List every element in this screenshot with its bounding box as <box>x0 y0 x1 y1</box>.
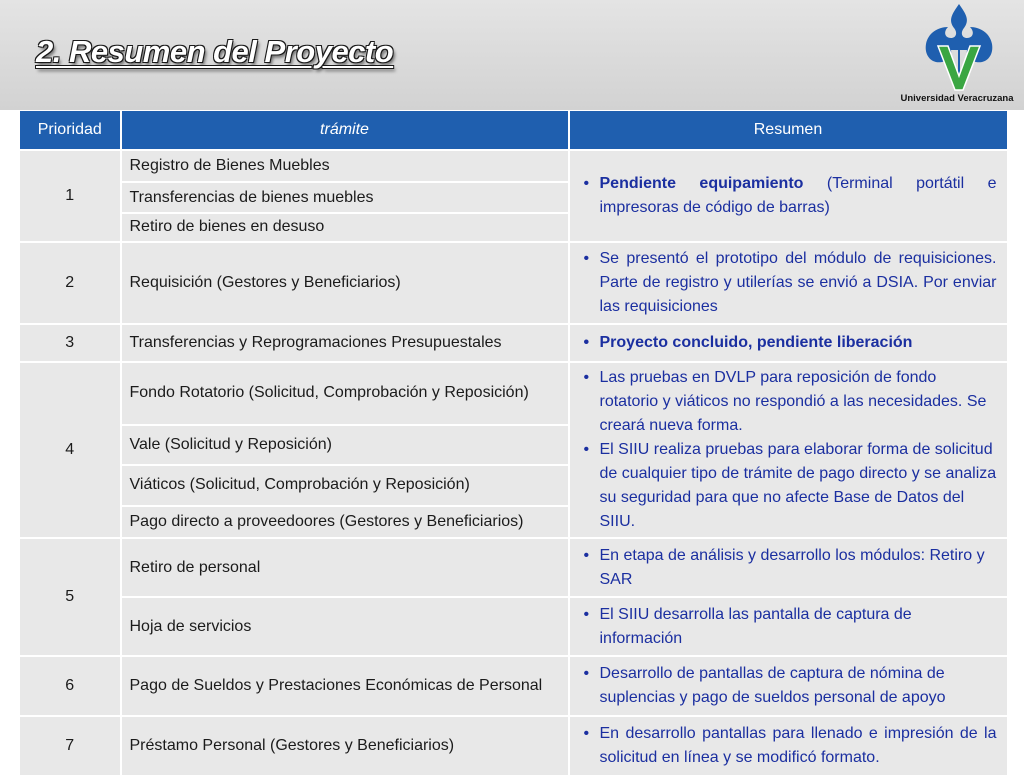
university-logo-icon <box>914 2 1004 94</box>
tramite-cell: Vale (Solicitud y Reposición) <box>121 425 569 465</box>
summary-cell <box>569 150 1008 242</box>
tramite-cell: Registro de Bienes Muebles <box>121 150 569 182</box>
tramite-cell: Viáticos (Solicitud, Comprobación y Reposición) <box>121 465 569 505</box>
table-row <box>20 362 1008 425</box>
priority-cell: 2 <box>20 242 121 324</box>
table-row <box>20 242 1008 324</box>
table-header-row <box>20 111 1008 151</box>
summary-text: (Terminal portátil e impresoras de código de barras) <box>599 175 997 216</box>
table-row <box>20 597 1008 656</box>
tramite-cell: Retiro de bienes en desuso <box>121 213 569 242</box>
summary-cell <box>569 324 1008 362</box>
tramite-cell: Transferencias de bienes muebles <box>121 182 569 212</box>
table-row <box>20 716 1008 776</box>
header-tramite: trámite <box>121 111 569 151</box>
tramite-cell: Fondo Rotatorio (Solicitud, Comprobación y Reposición) <box>121 362 569 425</box>
table-row <box>20 656 1008 716</box>
tramite-cell: Retiro de personal <box>121 538 569 597</box>
summary-bullet: • Proyecto concluido, pendiente liberación <box>578 331 997 355</box>
summary-bullet: • En desarrollo pantallas para llenado e impresión de la solicitud en línea y se modificó formato. <box>578 722 997 770</box>
slide-header <box>0 0 1024 110</box>
tramite-cell: Transferencias y Reprogramaciones Presupuestales <box>121 324 569 362</box>
summary-bullet <box>578 172 997 220</box>
summary-cell <box>569 362 1008 538</box>
summary-cell <box>569 597 1008 656</box>
priority-cell: 7 <box>20 716 121 776</box>
tramite-cell: Pago de Sueldos y Prestaciones Económicas de Personal <box>121 656 569 716</box>
priority-cell: 5 <box>20 538 121 656</box>
summary-bold-text: Pendiente equipamiento <box>599 175 804 192</box>
priority-cell: 6 <box>20 656 121 716</box>
summary-bullet: • En etapa de análisis y desarrollo los módulos: Retiro y SAR <box>578 544 997 592</box>
summary-cell <box>569 242 1008 324</box>
tramite-cell: Hoja de servicios <box>121 597 569 656</box>
tramite-cell: Requisición (Gestores y Beneficiarios) <box>121 242 569 324</box>
priority-cell: 3 <box>20 324 121 362</box>
summary-bullet: • El SIIU desarrolla las pantalla de captura de información <box>578 603 997 651</box>
summary-table <box>19 110 1009 777</box>
page-title: 2. Resumen del Proyecto <box>36 34 394 69</box>
summary-cell <box>569 716 1008 776</box>
priority-cell: 1 <box>20 150 121 242</box>
header-summary: Resumen <box>569 111 1008 151</box>
tramite-cell: Pago directo a proveedoores (Gestores y Beneficiarios) <box>121 506 569 538</box>
summary-bullet: • Se presentó el prototipo del módulo de requisiciones. Parte de registro y utilerías se envió a DSIA. Por enviar las requisiciones <box>578 247 997 319</box>
priority-cell: 4 <box>20 362 121 538</box>
table-row <box>20 150 1008 182</box>
header-priority: Prioridad <box>20 111 121 151</box>
summary-bullet: • El SIIU realiza pruebas para elaborar forma de solicitud de cualquier tipo de trámite de pago directo y se analiza su seguridad para que no afecte Base de Datos del SIIU. <box>578 438 997 534</box>
summary-cell <box>569 538 1008 597</box>
summary-bullet: • Desarrollo de pantallas de captura de nómina de suplencias y pago de sueldos personal de apoyo <box>578 662 997 710</box>
logo-caption: Universidad Veracruzana <box>900 93 1014 104</box>
table-row <box>20 324 1008 362</box>
table-row <box>20 538 1008 597</box>
summary-bullet: • Las pruebas en DVLP para reposición de fondo rotatorio y viáticos no respondió a las necesidades. Se creará nueva forma. <box>578 366 997 438</box>
tramite-cell: Préstamo Personal (Gestores y Beneficiarios) <box>121 716 569 776</box>
summary-cell <box>569 656 1008 716</box>
